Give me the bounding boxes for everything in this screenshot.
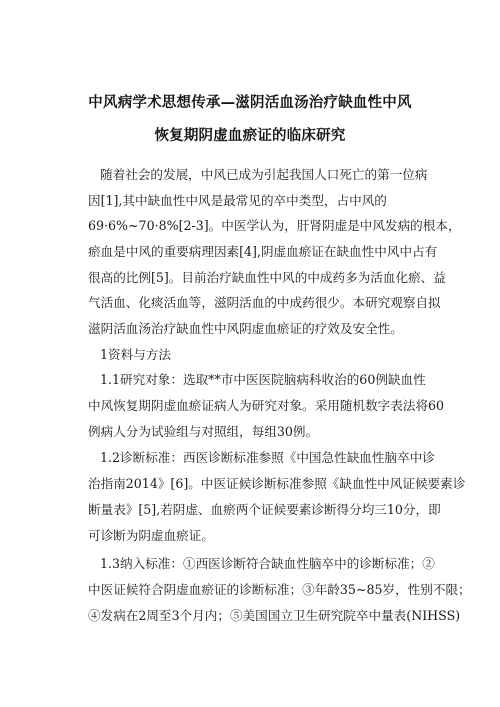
document-title-line-2: 恢复期阴虚血瘀证的临床研究 — [154, 128, 346, 144]
paragraph-line: 治指南2014》[6]。中医证候诊断标准参照《缺血性中风证候要素诊 — [88, 476, 466, 491]
paragraph-line: 1.1研究对象：选取**市中医医院脑病科收治的60例缺血性 — [100, 372, 426, 387]
paragraph-line: 1.2诊断标准：西医诊断标准参照《中国急性缺血性脑卒中诊 — [100, 450, 435, 465]
paragraph-line: 例病人分为试验组与对照组，每组30例。 — [88, 424, 319, 439]
paragraph-line: 滋阴活血汤治疗缺血性中风阴虚血瘀证的疗效及安全性。 — [88, 321, 403, 336]
paragraph-line: 很高的比例[5]。目前治疗缺血性中风的中成药多为活血化瘀、益 — [88, 270, 446, 285]
paragraph-line: 中医证候符合阴虚血瘀证的诊断标准；③年龄35~85岁，性别不限； — [88, 582, 471, 597]
paragraph-line: 中风恢复期阴虚血瘀证病人为研究对象。采用随机数字表法将60 — [88, 398, 445, 413]
paragraph-line: 随着社会的发展，中风已成为引起我国人口死亡的第一位病 — [100, 167, 428, 182]
paragraph-line: 1.3纳入标准：①西医诊断符合缺血性脑卒中的诊断标准；② — [100, 556, 435, 571]
paragraph-line: 可诊断为阴虚血瘀证。 — [88, 528, 214, 543]
document-title-line-1: 中风病学术思想传承—滋阴活血汤治疗缺血性中风 — [88, 95, 412, 111]
section-heading: 1资料与方法 — [100, 347, 171, 362]
paragraph-line: 瘀血是中风的重要病理因素[4],阴虚血瘀证在缺血性中风中占有 — [88, 244, 438, 259]
paragraph-line: 气活血、化痰活血等，滋阴活血的中成药很少。本研究观察自拟 — [88, 295, 441, 310]
paragraph-line: 69·6%~70·8%[2-3]。中医学认为，肝肾阴虚是中风发病的根本， — [88, 218, 461, 233]
paragraph-line: 断量表》[5],若阴虚、血瘀两个证候要素诊断得分均三10分，即 — [88, 502, 441, 517]
paragraph-line: 因[1],其中缺血性中风是最常见的卒中类型，占中风的 — [88, 193, 387, 208]
paragraph-line: ④发病在2周至3个月内；⑤美国国立卫生研究院卒中量表(NIHSS) — [88, 608, 461, 623]
